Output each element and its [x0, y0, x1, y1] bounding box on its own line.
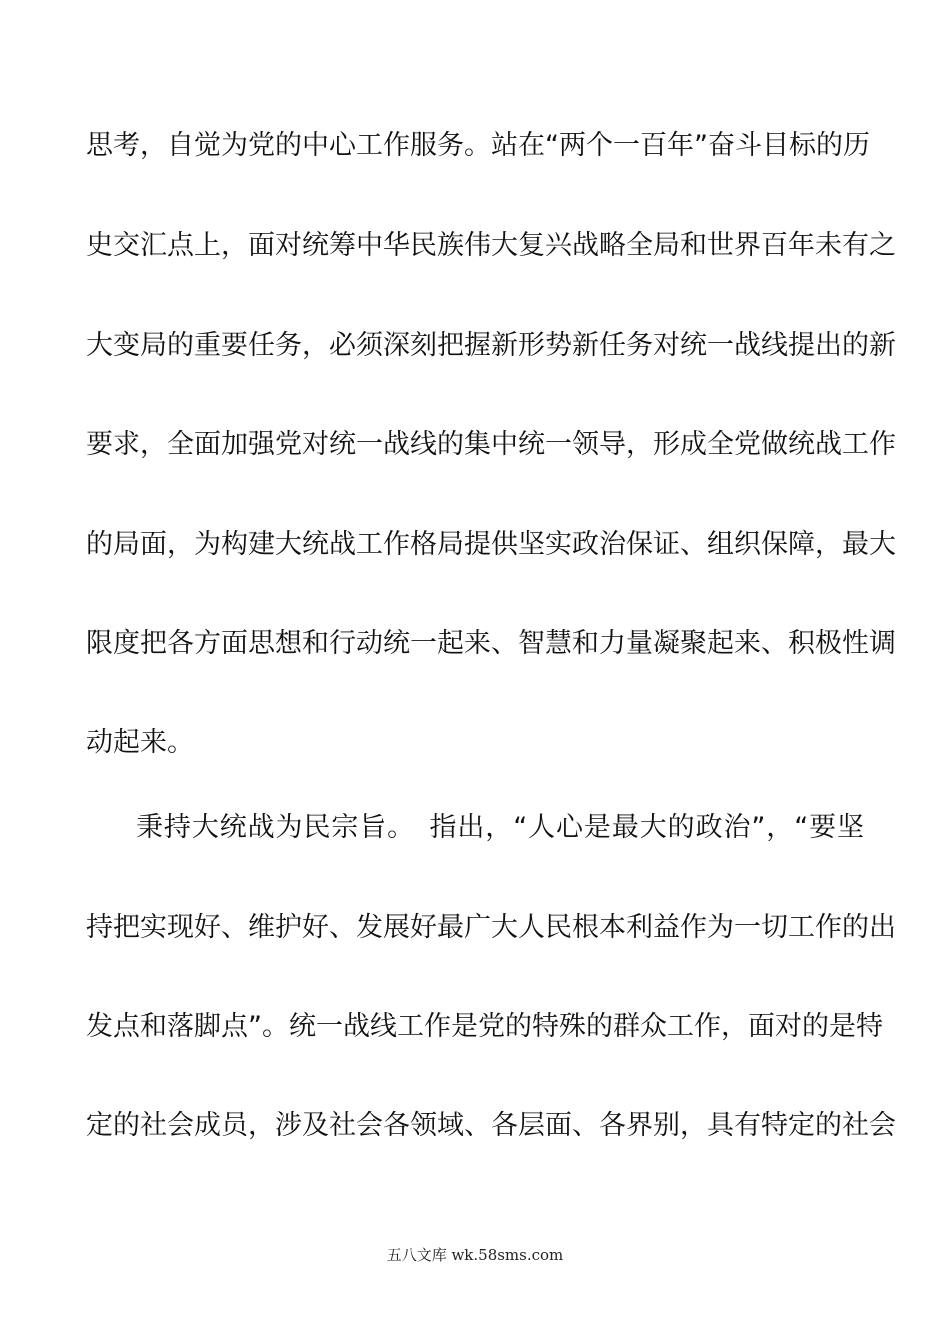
text-line-8: 秉持大统战为民宗旨。 指出，“人心是最大的政治”，“要坚 — [136, 812, 864, 843]
text-line-7: 动起来。 — [86, 727, 194, 758]
text-line-10: 发点和落脚点”。统一战线工作是党的特殊的群众工作，面对的是特 — [86, 1011, 883, 1042]
text-line-3: 大变局的重要任务，必须深刻把握新形势新任务对统一战线提出的新 — [86, 330, 896, 361]
text-line-2: 史交汇点上，面对统筹中华民族伟大复兴战略全局和世界百年未有之 — [86, 230, 896, 261]
text-line-6: 限度把各方面思想和行动统一起来、智慧和力量凝聚起来、积极性调 — [86, 628, 896, 659]
text-line-9: 持把实现好、维护好、发展好最广大人民根本利益作为一切工作的出 — [86, 912, 896, 943]
text-line-5: 的局面，为构建大统战工作格局提供坚实政治保证、组织保障，最大 — [86, 529, 896, 560]
text-line-4: 要求，全面加强党对统一战线的集中统一领导，形成全党做统战工作 — [86, 429, 896, 460]
text-line-11: 定的社会成员，涉及社会各领域、各层面、各界别，具有特定的社会 — [86, 1110, 896, 1141]
text-line-1: 思考，自觉为党的中心工作服务。站在“两个一百年”奋斗目标的历 — [86, 130, 870, 161]
footer-watermark: 五八文库 wk.58sms.com — [386, 1246, 564, 1264]
